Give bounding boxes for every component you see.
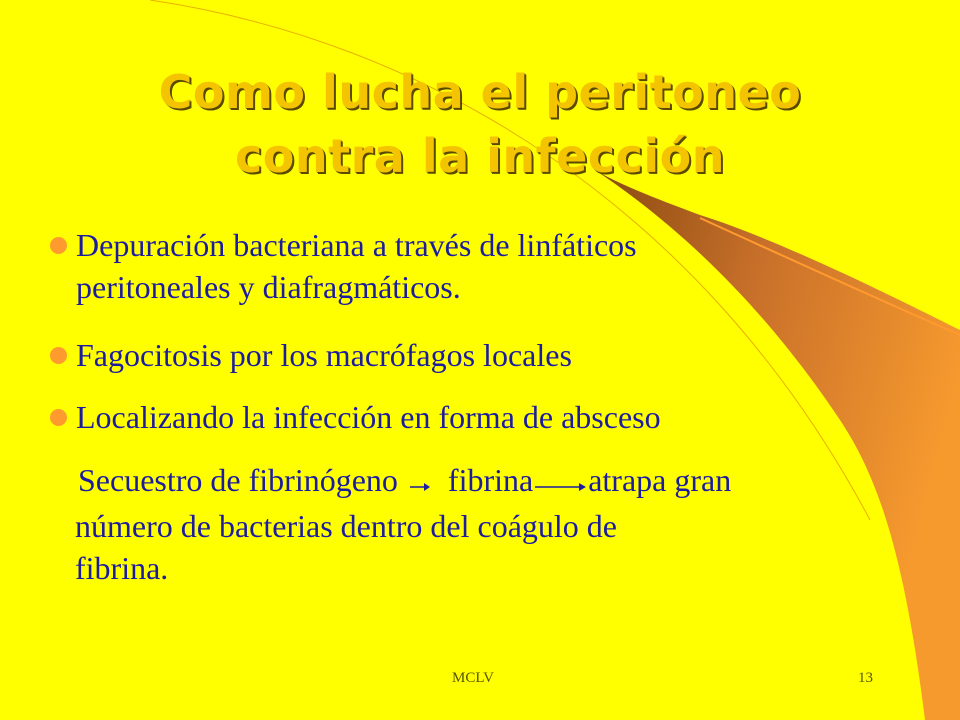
bullet-dot	[50, 347, 67, 364]
slide-number: 13	[858, 670, 873, 686]
bullet-line: Fagocitosis por los macrófagos locales	[76, 337, 572, 373]
bullet-dot	[50, 409, 67, 426]
subtext-line-2: número de bacterias dentro del coágulo de	[75, 507, 617, 544]
bullet-text	[76, 224, 896, 308]
arrow-icon	[533, 463, 588, 505]
subtext-paragraph	[75, 459, 905, 589]
bullet-line: Depuración bacteriana a través de linfáticos	[76, 227, 637, 263]
bullet-text	[76, 334, 896, 376]
subtext-part-2: fibrina	[447, 462, 534, 498]
subtext-line-1	[75, 459, 905, 505]
title-line-2: contra la infección	[234, 129, 726, 183]
bullet-dot	[50, 237, 67, 254]
subtext-part-3: atrapa gran	[588, 462, 732, 498]
arrow-icon	[398, 463, 448, 505]
bullet-line: Localizando la infección en forma de absceso	[76, 399, 661, 435]
bullet-text	[76, 396, 896, 438]
subtext-line-3: fibrina.	[75, 549, 169, 586]
footer-author: MCLV	[452, 670, 494, 686]
bullet-line: peritoneales y diafragmáticos.	[76, 269, 461, 305]
subtext-part-1: Secuestro de fibrinógeno	[78, 462, 398, 498]
title-line-1: Como lucha el peritoneo	[158, 65, 802, 119]
slide-title	[60, 60, 900, 188]
